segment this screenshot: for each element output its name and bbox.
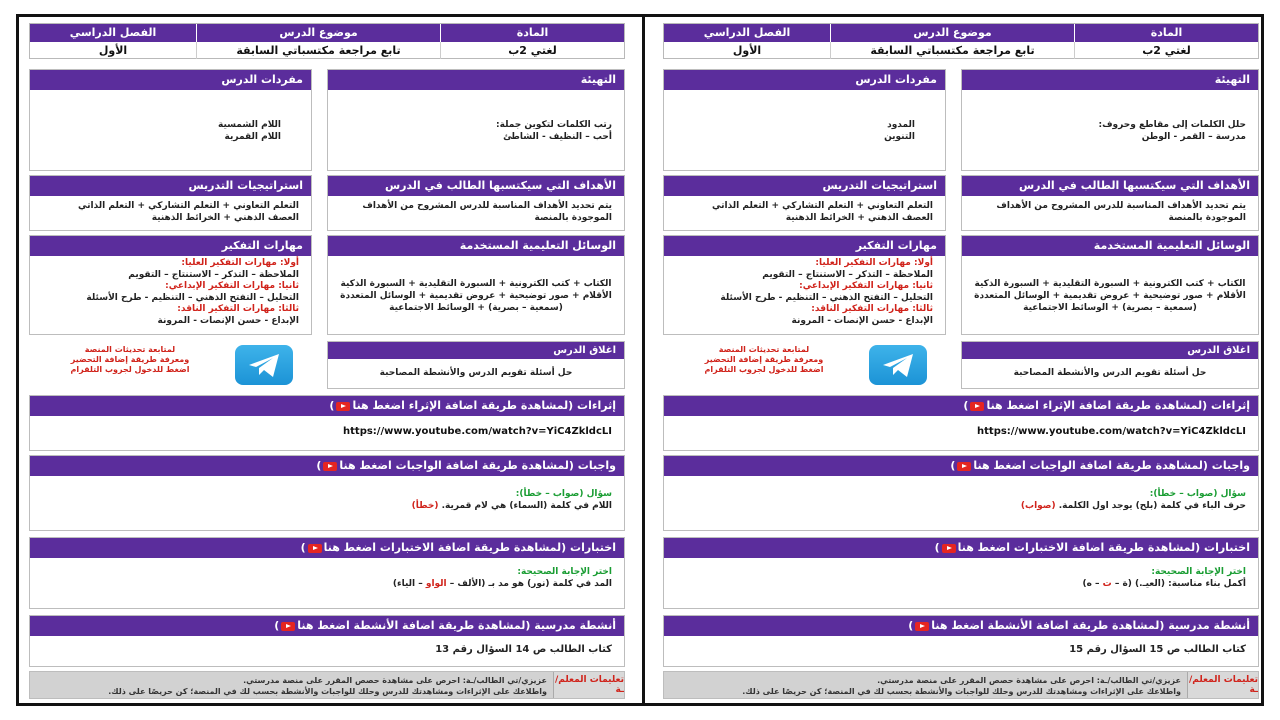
lesson-page-left	[29, 23, 625, 699]
enrich-url[interactable]: https://www.youtube.com/watch?v=YiC4ZkldcLI	[343, 426, 612, 437]
activities-text: كتاب الطالب ص 15 السؤال رقم 15	[1069, 644, 1246, 655]
homework-question-title: سؤال (صواب – خطأ):	[1149, 489, 1246, 499]
thinking-heading-1: أولا: مهارات التفكير العليا:	[815, 258, 933, 268]
semester-value: الأول	[98, 44, 128, 57]
warmup-line-2: أحب – النظيف - الشاطئ	[503, 132, 612, 142]
activities-paren: )	[908, 619, 914, 632]
subject-value: لغتي 2ب	[440, 42, 624, 59]
activities-text: كتاب الطالب ص 14 السؤال رقم 13	[435, 644, 612, 655]
strategies-title: استراتيجيات التدريس	[664, 176, 945, 196]
activities-box	[29, 615, 625, 667]
closing-title: اغلاق الدرس	[962, 342, 1258, 359]
closing-title: اغلاق الدرس	[328, 342, 624, 359]
teacher-line-1: عزيزي/تي الطالب/ـة: احرص على مشاهدة حصص المقرر على منصة مدرستي.	[243, 676, 547, 685]
enrich-paren: )	[329, 399, 335, 412]
tests-link[interactable]	[664, 538, 1258, 558]
thinking-heading-1: أولا: مهارات التفكير العليا:	[181, 258, 299, 268]
activities-link[interactable]	[30, 616, 624, 636]
vocab-box	[29, 69, 312, 171]
telegram-icon[interactable]	[235, 345, 293, 385]
telegram-line-3: اضغط للدخول لجروب التلقرام	[70, 365, 190, 374]
warmup-line-1: رتب الكلمات لتكوين جملة:	[496, 120, 612, 130]
strategies-title: استراتيجيات التدريس	[30, 176, 311, 196]
vocab-title: مفردات الدرس	[664, 70, 945, 90]
semester-header: الفصل الدراسي	[664, 24, 830, 42]
teacher-line-2: واطلاعك على الإثراءات ومشاهدتك للدرس وحلك للواجبات والأنشطة بحسب لك في المنصة؛ كن حريصًا على ذلك.	[742, 687, 1181, 696]
vocab-box	[663, 69, 946, 171]
thinking-text-2: التحليل – التفتح الذهني – التنظيم - طرح الأسئلة	[720, 292, 933, 303]
activities-title: أنشطة مدرسية (لمشاهدة طريقة اضافة الأنشطة اضغط هنا	[297, 619, 616, 632]
youtube-icon	[308, 544, 322, 553]
enrich-link[interactable]	[664, 396, 1258, 416]
homework-title: واجبات (لمشاهدة طريقة اضافة الواجبات اضغط هنا	[973, 459, 1250, 472]
telegram-line-1: لمتابعة تحديثات المنصة	[718, 345, 810, 354]
lesson-page-right	[663, 23, 1259, 699]
tests-answer: الواو	[425, 579, 447, 589]
homework-answer: (خطأ)	[411, 501, 439, 511]
vocab-title: مفردات الدرس	[30, 70, 311, 90]
telegram-link[interactable]	[65, 345, 195, 375]
warmup-title: التهيئة	[962, 70, 1258, 90]
thinking-box	[663, 235, 946, 335]
thinking-text-1: الملاحظة – التذكر – الاستنتاج – التقويم	[762, 269, 933, 280]
warmup-line-2: مدرسة – القمر - الوطن	[1141, 132, 1246, 142]
header-table	[663, 23, 1259, 59]
tests-title: اختبارات (لمشاهدة طريقة اضافة الاختبارات اضغط هنا	[957, 541, 1250, 554]
closing-text: حل أسئلة تقويم الدرس والأنشطة المصاحبة	[379, 368, 573, 378]
thinking-heading-2: ثانيا: مهارات التفكير الإبداعي:	[165, 281, 299, 291]
youtube-icon	[957, 462, 971, 471]
enrich-box	[663, 395, 1259, 451]
warmup-line-1: حلل الكلمات إلى مقاطع وحروف:	[1098, 120, 1246, 130]
thinking-heading-3: ثالثا: مهارات التفكير الناقد:	[177, 304, 299, 314]
homework-title: واجبات (لمشاهدة طريقة اضافة الواجبات اضغط هنا	[339, 459, 616, 472]
warmup-title: التهيئة	[328, 70, 624, 90]
homework-answer: (صواب)	[1020, 501, 1056, 511]
tests-box	[29, 537, 625, 609]
youtube-icon	[915, 622, 929, 631]
warmup-box	[327, 69, 625, 171]
thinking-text-3: الإبداع - حسن الإنصات - المرونة	[157, 315, 299, 326]
youtube-icon	[336, 402, 350, 411]
header-table	[29, 23, 625, 59]
strategies-line-2: العصف الذهني + الخرائط الذهنية	[151, 213, 299, 223]
goals-box	[961, 175, 1259, 231]
youtube-icon	[942, 544, 956, 553]
topic-value: تابع مراجعة مكتسباتي السابقة	[196, 42, 440, 59]
strategies-box	[29, 175, 312, 231]
strategies-line-1: التعلم التعاوني + التعلم التشاركي + التعلم الذاتي	[78, 201, 299, 211]
thinking-title: مهارات التفكير	[30, 236, 311, 256]
teacher-label: تعليمات المعلم/ـة	[553, 672, 624, 698]
thinking-text-1: الملاحظة – التذكر – الاستنتاج – التقويم	[128, 269, 299, 280]
teacher-line-2: واطلاعك على الإثراءات ومشاهدتك للدرس وحلك للواجبات والأنشطة بحسب لك في المنصة؛ كن حريصًا على ذلك.	[108, 687, 547, 696]
topic-header: موضوع الدرس	[196, 24, 440, 42]
tests-question: المد في كلمة (نور) هو مد بـ (الألف –	[446, 579, 612, 589]
teacher-line-1: عزيزي/تي الطالب/ـة: احرص على مشاهدة حصص المقرر على منصة مدرستي.	[877, 676, 1181, 685]
homework-question: حرف الباء في كلمة (بلح) يوجد اول الكلمة.	[1058, 501, 1246, 511]
warmup-box	[961, 69, 1259, 171]
homework-question-title: سؤال (صواب – خطأ):	[515, 489, 612, 499]
tests-question-end: – ه)	[1082, 579, 1103, 589]
strategies-line-1: التعلم التعاوني + التعلم التشاركي + التعلم الذاتي	[712, 201, 933, 211]
subject-header: المادة	[1074, 24, 1258, 42]
teacher-label: تعليمات المعلم/ـة	[1187, 672, 1258, 698]
strategies-line-2: العصف الذهني + الخرائط الذهنية	[785, 213, 933, 223]
tools-title: الوسائل التعليمية المستخدمة	[962, 236, 1258, 256]
page-divider	[642, 17, 645, 703]
telegram-icon[interactable]	[869, 345, 927, 385]
youtube-icon	[323, 462, 337, 471]
telegram-line-2: ومعرفة طريقة إضافة التحضير	[704, 355, 824, 364]
homework-paren: )	[950, 459, 956, 472]
telegram-link[interactable]	[699, 345, 829, 375]
goals-title: الأهداف التي سيكتسبها الطالب في الدرس	[328, 176, 624, 196]
vocab-line-1: اللام الشمسية	[218, 120, 281, 130]
tests-box	[663, 537, 1259, 609]
tools-title: الوسائل التعليمية المستخدمة	[328, 236, 624, 256]
goals-text: يتم تحديد الأهداف المناسبة للدرس المشروح من الأهداف الموجودة بالمنصة	[996, 201, 1246, 223]
vocab-line-1: المدود	[887, 120, 915, 130]
teacher-instructions	[29, 671, 625, 699]
topic-value: تابع مراجعة مكتسباتي السابقة	[830, 42, 1074, 59]
goals-title: الأهداف التي سيكتسبها الطالب في الدرس	[962, 176, 1258, 196]
thinking-text-3: الإبداع - حسن الإنصات - المرونة	[791, 315, 933, 326]
document-frame	[16, 14, 1264, 706]
closing-text: حل أسئلة تقويم الدرس والأنشطة المصاحبة	[1013, 368, 1207, 378]
enrich-title: إثراءات (لمشاهدة طريقة اضافة الإثراء اضغط هنا	[352, 399, 616, 412]
goals-text: يتم تحديد الأهداف المناسبة للدرس المشروح من الأهداف الموجودة بالمنصة	[362, 201, 612, 223]
telegram-line-3: اضغط للدخول لجروب التلقرام	[704, 365, 824, 374]
tests-question-title: اختر الإجابة الصحيحة:	[517, 567, 612, 577]
activities-link[interactable]	[664, 616, 1258, 636]
vocab-line-2: التنوين	[884, 132, 915, 142]
tests-paren: )	[300, 541, 306, 554]
tests-question-end: – الياء)	[392, 579, 426, 589]
enrich-paren: )	[963, 399, 969, 412]
tools-box	[961, 235, 1259, 335]
semester-header: الفصل الدراسي	[30, 24, 196, 42]
tests-paren: )	[934, 541, 940, 554]
telegram-line-1: لمتابعة تحديثات المنصة	[84, 345, 176, 354]
thinking-heading-2: ثانيا: مهارات التفكير الإبداعي:	[799, 281, 933, 291]
thinking-heading-3: ثالثا: مهارات التفكير الناقد:	[811, 304, 933, 314]
youtube-icon	[281, 622, 295, 631]
strategies-box	[663, 175, 946, 231]
tests-link[interactable]	[30, 538, 624, 558]
enrich-box	[29, 395, 625, 451]
subject-header: المادة	[440, 24, 624, 42]
activities-box	[663, 615, 1259, 667]
tests-question-title: اختر الإجابة الصحيحة:	[1151, 567, 1246, 577]
enrich-link[interactable]	[30, 396, 624, 416]
tools-text: الكتاب + كتب الكترونية + السبورة التقليدية + السبورة الذكية الأقلام + صور توضيحية + عروض تقديمية + الوسائل المتعددة (سمعية – بصرية) + الوسائط الاجتماعية	[340, 279, 612, 313]
homework-link[interactable]	[30, 456, 624, 476]
tools-text: الكتاب + كتب الكترونية + السبورة التقليدية + السبورة الذكية الأقلام + صور توضيحية + عروض تقديمية + الوسائل المتعددة (سمعية – بصرية) + الوسائط الاجتماعية	[974, 279, 1246, 313]
activities-title: أنشطة مدرسية (لمشاهدة طريقة اضافة الأنشطة اضغط هنا	[931, 619, 1250, 632]
homework-link[interactable]	[664, 456, 1258, 476]
homework-paren: )	[316, 459, 322, 472]
vocab-line-2: اللام القمرية	[224, 132, 281, 142]
semester-value: الأول	[732, 44, 762, 57]
topic-header: موضوع الدرس	[830, 24, 1074, 42]
thinking-text-2: التحليل – التفتح الذهني – التنظيم - طرح الأسئلة	[86, 292, 299, 303]
youtube-icon	[970, 402, 984, 411]
thinking-title: مهارات التفكير	[664, 236, 945, 256]
tools-box	[327, 235, 625, 335]
closing-box	[327, 341, 625, 389]
closing-box	[961, 341, 1259, 389]
tests-question: أكمل بناء مناسبة: (العيـ.) (ة –	[1111, 579, 1246, 589]
tests-title: اختبارات (لمشاهدة طريقة اضافة الاختبارات اضغط هنا	[323, 541, 616, 554]
goals-box	[327, 175, 625, 231]
homework-box	[663, 455, 1259, 531]
enrich-url[interactable]: https://www.youtube.com/watch?v=YiC4ZkldcLI	[977, 426, 1246, 437]
homework-box	[29, 455, 625, 531]
teacher-instructions	[663, 671, 1259, 699]
subject-value: لغتي 2ب	[1074, 42, 1258, 59]
enrich-title: إثراءات (لمشاهدة طريقة اضافة الإثراء اضغط هنا	[986, 399, 1250, 412]
telegram-line-2: ومعرفة طريقة إضافة التحضير	[70, 355, 190, 364]
tests-answer: ت	[1102, 579, 1112, 589]
thinking-box	[29, 235, 312, 335]
activities-paren: )	[274, 619, 280, 632]
homework-question: اللام في كلمة (السماء) هي لام قمرية.	[441, 501, 612, 511]
